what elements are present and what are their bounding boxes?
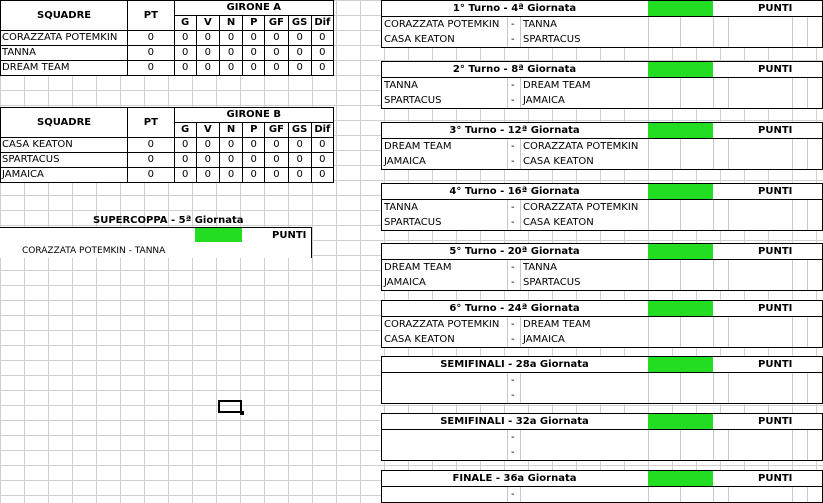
round-title: 2° Turno - 8ª Giornata — [452, 64, 577, 75]
team-stat-gf[interactable]: 0 — [265, 138, 288, 153]
grid-line — [807, 78, 808, 108]
header-divider — [382, 429, 822, 430]
grid-line — [713, 373, 714, 403]
match-dash: - — [511, 34, 515, 45]
cell-cursor[interactable] — [218, 400, 242, 413]
grid-line — [507, 17, 508, 47]
grid-line — [648, 260, 649, 290]
supercoppa-title: SUPERCOPPA - 5ª Giornata — [93, 215, 244, 226]
grid-line — [728, 78, 729, 108]
team-stat-gf[interactable]: 0 — [265, 46, 288, 61]
team-stat-gf[interactable]: 0 — [265, 61, 288, 76]
team-name[interactable]: DREAM TEAM — [1, 61, 128, 76]
match-dash: - — [511, 202, 515, 213]
grid-line — [680, 200, 681, 230]
team-stat-p[interactable]: 0 — [243, 138, 265, 153]
grid-line — [507, 139, 508, 169]
grid-line — [713, 430, 714, 460]
team-pt[interactable]: 0 — [128, 61, 174, 76]
away-team[interactable]: CORAZZATA POTEMKIN — [523, 202, 639, 213]
stat-col-gs: GS — [288, 123, 311, 138]
grid-line — [520, 200, 521, 230]
score-box[interactable] — [648, 1, 713, 16]
grid-line — [728, 200, 729, 230]
match-dash: - — [511, 217, 515, 228]
grid-line — [728, 430, 729, 460]
grid-line — [648, 317, 649, 347]
grid-line — [807, 17, 808, 47]
team-stat-g[interactable]: 0 — [174, 138, 196, 153]
home-team[interactable]: DREAM TEAM — [384, 141, 452, 152]
col-squadre: SQUADRE — [1, 1, 128, 31]
team-stat-n[interactable]: 0 — [219, 138, 242, 153]
away-team[interactable]: TANNA — [523, 262, 557, 273]
away-team[interactable]: CASA KEATON — [523, 217, 594, 228]
grid-line — [648, 78, 649, 108]
grid-line — [713, 78, 714, 108]
grid-line — [680, 317, 681, 347]
col-squadre: SQUADRE — [1, 108, 128, 138]
team-stat-p[interactable]: 0 — [243, 31, 265, 46]
match-dash: - — [511, 156, 515, 167]
away-team[interactable]: CORAZZATA POTEMKIN — [523, 141, 639, 152]
grid-line — [520, 78, 521, 108]
match-dash: - — [511, 390, 515, 401]
round-title: 3° Turno - 12ª Giornata — [449, 125, 580, 136]
round-box — [381, 300, 823, 348]
round-title: 6° Turno - 24ª Giornata — [449, 303, 580, 314]
header-divider — [382, 77, 822, 78]
team-name[interactable]: JAMAICA — [1, 168, 128, 183]
match-dash: - — [511, 447, 515, 458]
grid-line — [520, 17, 521, 47]
grid-line — [680, 17, 681, 47]
round-title: 5° Turno - 20ª Giornata — [449, 246, 580, 257]
match-dash: - — [511, 19, 515, 30]
team-name[interactable]: SPARTACUS — [1, 153, 128, 168]
match-dash: - — [511, 334, 515, 345]
team-stat-p[interactable]: 0 — [243, 61, 265, 76]
grid-line — [520, 139, 521, 169]
grid-line — [807, 200, 808, 230]
round-title: SEMIFINALI - 32a Giornata — [440, 416, 589, 427]
stat-col-dif: Dif — [311, 16, 333, 31]
round-title: SEMIFINALI - 28a Giornata — [440, 359, 589, 370]
match-dash: - — [511, 141, 515, 152]
grid-line — [520, 373, 521, 403]
grid-line — [680, 430, 681, 460]
grid-line — [648, 17, 649, 47]
home-team[interactable]: SPARTACUS — [384, 217, 442, 228]
home-team[interactable]: DREAM TEAM — [384, 262, 452, 273]
team-stat-v[interactable]: 0 — [196, 153, 219, 168]
team-row — [1, 168, 334, 183]
supercoppa-punti: PUNTI — [272, 230, 307, 241]
grid-line — [728, 317, 729, 347]
round-box — [381, 243, 823, 291]
home-team[interactable]: TANNA — [384, 80, 418, 91]
match-dash: - — [511, 80, 515, 91]
away-team[interactable]: CASA KEATON — [523, 156, 594, 167]
stat-col-dif: Dif — [311, 123, 333, 138]
col-pt: PT — [128, 1, 174, 31]
away-team[interactable]: DREAM TEAM — [523, 80, 591, 91]
grid-line — [648, 139, 649, 169]
team-stat-gs[interactable]: 0 — [288, 61, 311, 76]
team-stat-g[interactable]: 0 — [174, 31, 196, 46]
grid-line — [728, 17, 729, 47]
grid-line — [728, 487, 729, 502]
grid-line — [792, 17, 793, 47]
team-stat-dif[interactable]: 0 — [311, 61, 333, 76]
team-stat-p[interactable]: 0 — [243, 153, 265, 168]
match-dash: - — [511, 432, 515, 443]
grid-line — [713, 17, 714, 47]
away-team[interactable]: TANNA — [523, 19, 557, 30]
grid-line — [807, 373, 808, 403]
supercoppa-score-box[interactable] — [195, 228, 242, 242]
team-stat-gs[interactable]: 0 — [288, 31, 311, 46]
away-team[interactable]: SPARTACUS — [523, 277, 581, 288]
stat-col-gs: GS — [288, 16, 311, 31]
grid-line — [507, 373, 508, 403]
team-stat-gf[interactable]: 0 — [265, 153, 288, 168]
grid-line — [520, 260, 521, 290]
stat-col-p: P — [243, 123, 265, 138]
team-stat-dif[interactable]: 0 — [311, 138, 333, 153]
match-dash: - — [511, 489, 515, 500]
punti-label: PUNTI — [758, 246, 793, 257]
round-box — [381, 356, 823, 404]
grid-line — [792, 373, 793, 403]
grid-line — [680, 139, 681, 169]
grid-line — [713, 487, 714, 502]
grid-line — [792, 200, 793, 230]
score-box[interactable] — [648, 184, 713, 199]
grid-line — [807, 139, 808, 169]
grid-line — [680, 78, 681, 108]
grid-line — [507, 430, 508, 460]
round-box — [381, 61, 823, 109]
stat-col-gf: GF — [265, 16, 288, 31]
score-box[interactable] — [648, 244, 713, 259]
grid-line — [520, 317, 521, 347]
grid-line — [520, 487, 521, 502]
group-title: GIRONE A — [174, 1, 333, 16]
team-stat-dif[interactable]: 0 — [311, 153, 333, 168]
match-dash: - — [511, 319, 515, 330]
team-stat-g[interactable]: 0 — [174, 61, 196, 76]
grid-line — [680, 487, 681, 502]
round-box — [381, 470, 823, 503]
team-stat-p[interactable]: 0 — [243, 46, 265, 61]
team-stat-n[interactable]: 0 — [219, 46, 242, 61]
grid-line — [520, 430, 521, 460]
stat-col-v: V — [196, 16, 219, 31]
home-team[interactable]: CORAZZATA POTEMKIN — [384, 19, 500, 30]
supercoppa-match: CORAZZATA POTEMKIN - TANNA — [22, 246, 166, 256]
team-pt[interactable]: 0 — [128, 31, 174, 46]
team-pt[interactable]: 0 — [128, 153, 174, 168]
punti-label: PUNTI — [758, 3, 793, 14]
away-team[interactable]: DREAM TEAM — [523, 319, 591, 330]
score-box[interactable] — [648, 357, 713, 372]
team-stat-n[interactable]: 0 — [219, 31, 242, 46]
grid-line — [807, 430, 808, 460]
team-pt[interactable]: 0 — [128, 46, 174, 61]
grid-line — [807, 487, 808, 502]
score-box[interactable] — [648, 471, 713, 486]
team-stat-p[interactable]: 0 — [243, 168, 265, 183]
home-team[interactable]: CASA KEATON — [384, 34, 455, 45]
round-title: 4° Turno - 16ª Giornata — [449, 186, 580, 197]
grid-line — [713, 200, 714, 230]
punti-label: PUNTI — [758, 359, 793, 370]
supercoppa-box — [0, 227, 312, 258]
team-name[interactable]: TANNA — [1, 46, 128, 61]
grid-line — [792, 78, 793, 108]
grid-line — [507, 78, 508, 108]
team-name[interactable]: CASA KEATON — [1, 138, 128, 153]
grid-line — [792, 260, 793, 290]
stat-col-gf: GF — [265, 123, 288, 138]
team-stat-v[interactable]: 0 — [196, 138, 219, 153]
girone-a-table — [0, 0, 334, 76]
match-dash: - — [511, 262, 515, 273]
punti-label: PUNTI — [758, 473, 793, 484]
grid-line — [507, 260, 508, 290]
stat-col-g: G — [174, 16, 196, 31]
match-dash: - — [511, 95, 515, 106]
girone-b-table — [0, 107, 334, 183]
grid-line — [713, 317, 714, 347]
stat-col-n: N — [219, 16, 242, 31]
grid-line — [792, 139, 793, 169]
round-title: 1° Turno - 4ª Giornata — [452, 3, 577, 14]
group-title: GIRONE B — [174, 108, 333, 123]
match-dash: - — [511, 277, 515, 288]
grid-line — [792, 487, 793, 502]
team-row — [1, 138, 334, 153]
grid-line — [648, 373, 649, 403]
score-box[interactable] — [648, 62, 713, 77]
grid-line — [807, 260, 808, 290]
score-box[interactable] — [648, 414, 713, 429]
team-stat-v[interactable]: 0 — [196, 61, 219, 76]
home-team[interactable]: JAMAICA — [384, 277, 426, 288]
team-stat-dif[interactable]: 0 — [311, 168, 333, 183]
grid-line — [680, 373, 681, 403]
team-stat-gs[interactable]: 0 — [288, 168, 311, 183]
col-pt: PT — [128, 108, 174, 138]
team-stat-gf[interactable]: 0 — [265, 168, 288, 183]
team-stat-v[interactable]: 0 — [196, 31, 219, 46]
stat-col-n: N — [219, 123, 242, 138]
round-box — [381, 183, 823, 231]
team-stat-dif[interactable]: 0 — [311, 46, 333, 61]
away-team[interactable]: JAMAICA — [523, 95, 565, 106]
home-team[interactable]: CASA KEATON — [384, 334, 455, 345]
grid-line — [507, 317, 508, 347]
grid-line — [507, 487, 508, 502]
punti-label: PUNTI — [758, 303, 793, 314]
team-stat-n[interactable]: 0 — [219, 168, 242, 183]
punti-label: PUNTI — [758, 186, 793, 197]
team-stat-dif[interactable]: 0 — [311, 31, 333, 46]
team-name[interactable]: CORAZZATA POTEMKIN — [1, 31, 128, 46]
punti-label: PUNTI — [758, 64, 793, 75]
home-team[interactable]: TANNA — [384, 202, 418, 213]
grid-line — [648, 430, 649, 460]
round-box — [381, 0, 823, 48]
stat-col-v: V — [196, 123, 219, 138]
grid-line — [807, 317, 808, 347]
home-team[interactable]: JAMAICA — [384, 156, 426, 167]
team-stat-v[interactable]: 0 — [196, 168, 219, 183]
team-row — [1, 31, 334, 46]
round-box — [381, 413, 823, 461]
grid-line — [713, 260, 714, 290]
team-stat-n[interactable]: 0 — [219, 153, 242, 168]
grid-line — [648, 200, 649, 230]
team-stat-gs[interactable]: 0 — [288, 153, 311, 168]
home-team[interactable]: SPARTACUS — [384, 95, 442, 106]
team-row — [1, 46, 334, 61]
grid-line — [728, 260, 729, 290]
grid-line — [728, 373, 729, 403]
grid-line — [648, 487, 649, 502]
team-pt[interactable]: 0 — [128, 168, 174, 183]
grid-line — [713, 139, 714, 169]
header-divider — [382, 486, 822, 487]
team-row — [1, 153, 334, 168]
team-stat-v[interactable]: 0 — [196, 46, 219, 61]
header-divider — [382, 372, 822, 373]
team-row — [1, 61, 334, 76]
punti-label: PUNTI — [758, 125, 793, 136]
team-stat-gs[interactable]: 0 — [288, 138, 311, 153]
score-box[interactable] — [648, 123, 713, 138]
team-stat-gf[interactable]: 0 — [265, 31, 288, 46]
grid-line — [792, 317, 793, 347]
team-stat-gs[interactable]: 0 — [288, 46, 311, 61]
stat-col-p: P — [243, 16, 265, 31]
home-team[interactable]: CORAZZATA POTEMKIN — [384, 319, 500, 330]
round-box — [381, 122, 823, 170]
team-stat-g[interactable]: 0 — [174, 168, 196, 183]
away-team[interactable]: SPARTACUS — [523, 34, 581, 45]
stat-col-g: G — [174, 123, 196, 138]
team-stat-n[interactable]: 0 — [219, 61, 242, 76]
team-pt[interactable]: 0 — [128, 138, 174, 153]
grid-line — [680, 260, 681, 290]
grid-line — [728, 139, 729, 169]
punti-label: PUNTI — [758, 416, 793, 427]
round-title: FINALE - 36a Giornata — [452, 473, 577, 484]
team-stat-g[interactable]: 0 — [174, 153, 196, 168]
score-box[interactable] — [648, 301, 713, 316]
grid-line — [507, 200, 508, 230]
match-dash: - — [511, 375, 515, 386]
away-team[interactable]: JAMAICA — [523, 334, 565, 345]
team-stat-g[interactable]: 0 — [174, 46, 196, 61]
grid-line — [792, 430, 793, 460]
